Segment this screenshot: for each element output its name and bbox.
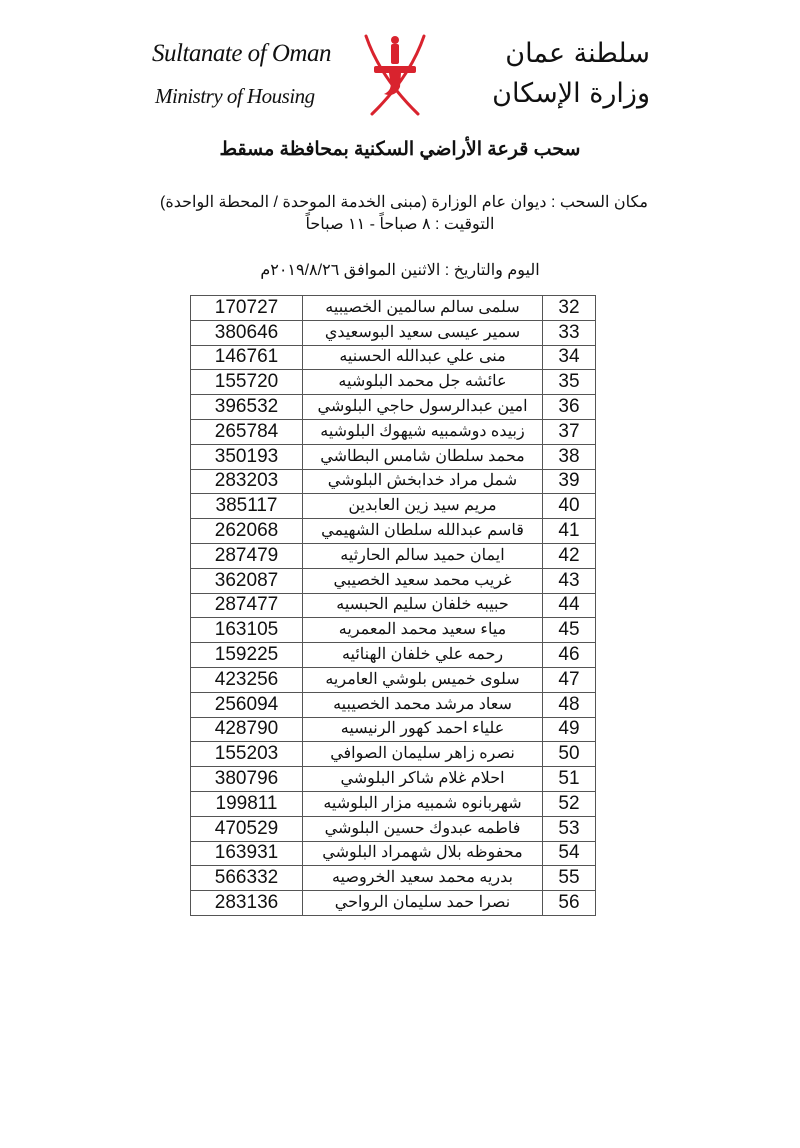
ticket-number-cell: 396532 — [191, 395, 303, 420]
ticket-number-cell: 155203 — [191, 742, 303, 767]
applicant-name-cell: نصره زاهر سليمان الصوافي — [303, 742, 543, 767]
row-index-cell: 55 — [543, 866, 596, 891]
row-index-cell: 47 — [543, 667, 596, 692]
table-row — [191, 395, 596, 420]
applicant-name-cell: فاطمه عبدوك حسين البلوشي — [303, 816, 543, 841]
row-index-cell: 38 — [543, 444, 596, 469]
row-index-cell: 49 — [543, 717, 596, 742]
ticket-number-cell: 146761 — [191, 345, 303, 370]
ticket-number-cell: 350193 — [191, 444, 303, 469]
applicant-name-cell: سلوى خميس بلوشي العامريه — [303, 667, 543, 692]
row-index-cell: 40 — [543, 494, 596, 519]
ticket-number-cell: 163931 — [191, 841, 303, 866]
row-index-cell: 52 — [543, 791, 596, 816]
applicant-name-cell: شمل مراد خدابخش البلوشي — [303, 469, 543, 494]
draw-time: التوقيت : ٨ صباحاً - ١١ صباحاً — [305, 216, 495, 233]
ticket-number-cell: 283203 — [191, 469, 303, 494]
results-table — [190, 295, 596, 916]
row-index-cell: 35 — [543, 370, 596, 395]
table-row — [191, 643, 596, 668]
ticket-number-cell: 428790 — [191, 717, 303, 742]
arabic-ministry-title: سلطنة عمان — [505, 38, 650, 69]
ticket-number-cell: 283136 — [191, 891, 303, 916]
applicant-name-cell: رحمه علي خلفان الهنائيه — [303, 643, 543, 668]
row-index-cell: 32 — [543, 296, 596, 321]
row-index-cell: 36 — [543, 395, 596, 420]
table-row — [191, 494, 596, 519]
draw-date: اليوم والتاريخ : الاثنين الموافق ٢٠١٩/٨/٢٦م — [260, 262, 540, 279]
table-row — [191, 593, 596, 618]
ticket-number-cell: 423256 — [191, 667, 303, 692]
ticket-number-cell: 287477 — [191, 593, 303, 618]
ticket-number-cell: 155720 — [191, 370, 303, 395]
row-index-cell: 56 — [543, 891, 596, 916]
ticket-number-cell: 380646 — [191, 320, 303, 345]
english-ministry-title: Sultanate of Oman — [152, 40, 331, 67]
table-row — [191, 742, 596, 767]
table-row — [191, 618, 596, 643]
row-index-cell: 44 — [543, 593, 596, 618]
applicant-name-cell: ايمان حميد سالم الحارثيه — [303, 543, 543, 568]
applicant-name-cell: سلمى سالم سالمين الخصيبيه — [303, 296, 543, 321]
table-row — [191, 667, 596, 692]
ticket-number-cell: 256094 — [191, 692, 303, 717]
applicant-name-cell: قاسم عبدالله سلطان الشهيمي — [303, 519, 543, 544]
applicant-name-cell: امين عبدالرسول حاجي البلوشي — [303, 395, 543, 420]
table-row — [191, 891, 596, 916]
row-index-cell: 43 — [543, 568, 596, 593]
table-row — [191, 444, 596, 469]
ticket-number-cell: 362087 — [191, 568, 303, 593]
applicant-name-cell: علياء احمد كهور الرنيسيه — [303, 717, 543, 742]
row-index-cell: 45 — [543, 618, 596, 643]
oman-emblem-icon — [360, 32, 430, 118]
applicant-name-cell: زبيده دوشمبيه شيهوك البلوشيه — [303, 419, 543, 444]
table-row — [191, 543, 596, 568]
ticket-number-cell: 265784 — [191, 419, 303, 444]
table-row — [191, 519, 596, 544]
row-index-cell: 41 — [543, 519, 596, 544]
ticket-number-cell: 385117 — [191, 494, 303, 519]
table-row — [191, 767, 596, 792]
applicant-name-cell: غريب محمد سعيد الخصيبي — [303, 568, 543, 593]
ticket-number-cell: 170727 — [191, 296, 303, 321]
row-index-cell: 37 — [543, 419, 596, 444]
row-index-cell: 53 — [543, 816, 596, 841]
ticket-number-cell: 566332 — [191, 866, 303, 891]
ticket-number-cell: 470529 — [191, 816, 303, 841]
applicant-name-cell: حبيبه خلفان سليم الحبسيه — [303, 593, 543, 618]
ticket-number-cell: 159225 — [191, 643, 303, 668]
ticket-number-cell: 199811 — [191, 791, 303, 816]
table-row — [191, 419, 596, 444]
table-row — [191, 370, 596, 395]
ticket-number-cell: 262068 — [191, 519, 303, 544]
applicant-name-cell: مياء سعيد محمد المعمريه — [303, 618, 543, 643]
row-index-cell: 46 — [543, 643, 596, 668]
applicant-name-cell: نصرا حمد سليمان الرواحي — [303, 891, 543, 916]
arabic-ministry-subtitle: وزارة الإسكان — [492, 78, 650, 109]
table-row — [191, 320, 596, 345]
applicant-name-cell: شهربانوه شمبيه مزار البلوشيه — [303, 791, 543, 816]
row-index-cell: 42 — [543, 543, 596, 568]
table-row — [191, 717, 596, 742]
applicant-name-cell: مريم سيد زين العابدين — [303, 494, 543, 519]
table-row — [191, 816, 596, 841]
applicant-name-cell: عائشه جل محمد البلوشيه — [303, 370, 543, 395]
table-row — [191, 866, 596, 891]
table-row — [191, 469, 596, 494]
row-index-cell: 54 — [543, 841, 596, 866]
applicant-name-cell: محفوظه بلال شهمراد البلوشي — [303, 841, 543, 866]
ticket-number-cell: 380796 — [191, 767, 303, 792]
row-index-cell: 39 — [543, 469, 596, 494]
applicant-name-cell: محمد سلطان شامس البطاشي — [303, 444, 543, 469]
table-row — [191, 692, 596, 717]
applicant-name-cell: احلام غلام شاكر البلوشي — [303, 767, 543, 792]
table-row — [191, 841, 596, 866]
row-index-cell: 33 — [543, 320, 596, 345]
applicant-name-cell: منى علي عبدالله الحسنيه — [303, 345, 543, 370]
english-ministry-subtitle: Ministry of Housing — [155, 84, 315, 108]
row-index-cell: 50 — [543, 742, 596, 767]
document-title: سحب قرعة الأراضي السكنية بمحافظة مسقط — [219, 139, 581, 160]
table-row — [191, 791, 596, 816]
applicant-name-cell: بدريه محمد سعيد الخروصيه — [303, 866, 543, 891]
row-index-cell: 34 — [543, 345, 596, 370]
table-row — [191, 345, 596, 370]
row-index-cell: 51 — [543, 767, 596, 792]
applicant-name-cell: سعاد مرشد محمد الخصيبيه — [303, 692, 543, 717]
applicant-name-cell: سمير عيسى سعيد البوسعيدي — [303, 320, 543, 345]
row-index-cell: 48 — [543, 692, 596, 717]
table-row — [191, 568, 596, 593]
ticket-number-cell: 287479 — [191, 543, 303, 568]
ticket-number-cell: 163105 — [191, 618, 303, 643]
draw-location: مكان السحب : ديوان عام الوزارة (مبنى الخدمة الموحدة / المحطة الواحدة) — [160, 194, 648, 211]
table-row — [191, 296, 596, 321]
